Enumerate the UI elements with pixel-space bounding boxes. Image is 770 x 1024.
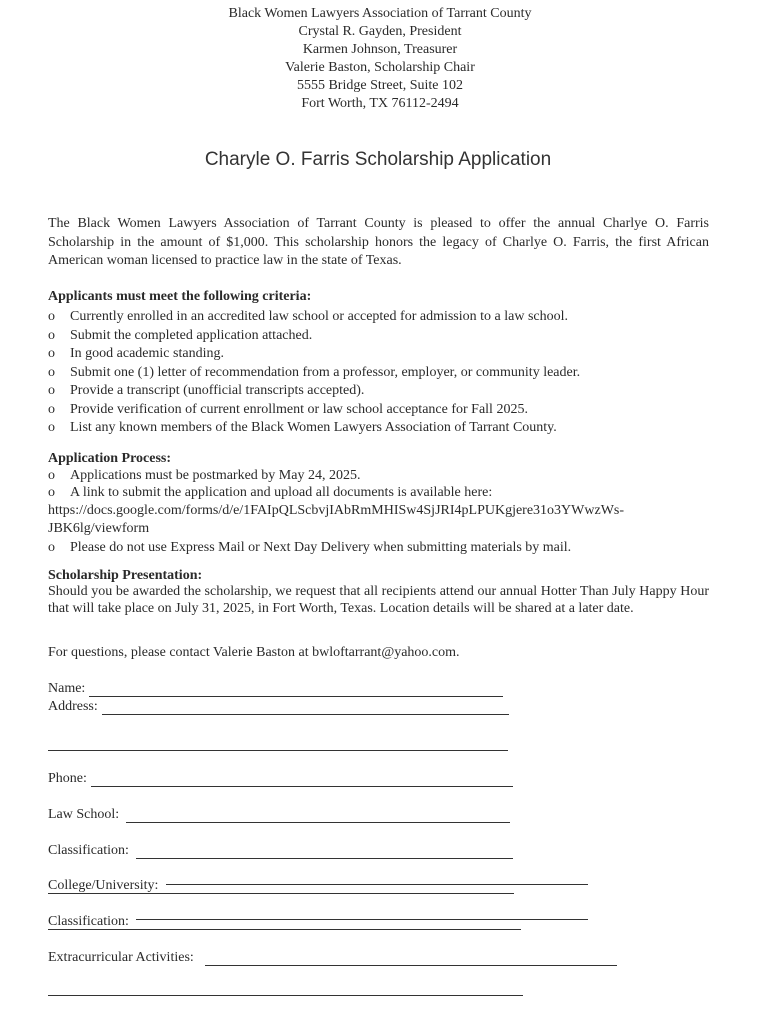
criteria-heading: Applicants must meet the following criteria:: [48, 289, 312, 304]
criteria-text: Provide a transcript (unofficial transcripts accepted).: [70, 383, 365, 398]
list-item: [48, 419, 728, 438]
process-mail-note: Please do not use Express Mail or Next Day Delivery when submitting materials by mail.: [70, 540, 572, 555]
list-item: [48, 401, 728, 420]
bullet: o: [48, 420, 55, 435]
address-field[interactable]: [102, 714, 509, 715]
process-link-intro: A link to submit the application and upload all documents is available here:: [70, 485, 493, 500]
contact-line: For questions, please contact Valerie Baston at bwloftarrant@yahoo.com.: [48, 645, 460, 660]
list-item: [48, 467, 728, 484]
law-school-field[interactable]: [126, 822, 510, 823]
bullet: o: [48, 346, 55, 361]
address-field-line-2[interactable]: [48, 750, 508, 751]
list-item: [48, 345, 728, 364]
name-label: Name:: [48, 681, 86, 696]
extracurricular-field-line-2[interactable]: [48, 995, 523, 996]
presentation-paragraph: Should you be awarded the scholarship, we request that all recipients attend our annual Hotter Than July Happy Hour that will take place on July 31, 2025, in Fort Worth, Texas. Location details will be shared at a later date.: [48, 584, 709, 616]
classification-field[interactable]: [136, 858, 513, 859]
process-deadline: Applications must be postmarked by May 24, 2025.: [70, 468, 361, 483]
application-link[interactable]: https://docs.google.com/forms/d/e/1FAIpQLScbvjIAbRmMHISw4SjJRI4pLPUKgjere31o3YWwzWs-: [48, 503, 625, 518]
president-line: Crystal R. Gayden, President: [298, 24, 462, 39]
page-title: Charyle O. Farris Scholarship Application: [204, 149, 552, 170]
list-item: [48, 539, 728, 556]
law-school-label: Law School:: [48, 807, 120, 822]
extracurricular-field[interactable]: [205, 965, 617, 966]
process-heading: Application Process:: [48, 451, 172, 466]
extracurricular-label: Extracurricular Activities:: [48, 950, 194, 965]
college-field[interactable]: [166, 884, 588, 885]
bullet: o: [48, 540, 55, 555]
criteria-text: Provide verification of current enrollment or law school acceptance for Fall 2025.: [70, 401, 528, 417]
bullet: o: [48, 383, 55, 398]
criteria-text: List any known members of the Black Women Lawyers Association of Tarrant County.: [70, 420, 557, 435]
criteria-text: Currently enrolled in an accredited law school or accepted for admission to a law school.: [70, 309, 568, 324]
process-list: [48, 467, 728, 556]
scholarship-chair-line: Valerie Baston, Scholarship Chair: [285, 60, 475, 75]
list-item: [48, 382, 728, 401]
intro-paragraph: The Black Women Lawyers Association of Tarrant County is pleased to offer the annual Charlye O. Farris Scholarship in the amount of $1,000. This scholarship honors the legacy of Charlye O. Farris, the first African American woman licensed to practice law in the state of Texas.: [48, 216, 709, 268]
name-field[interactable]: [89, 696, 503, 697]
presentation-heading: Scholarship Presentation:: [48, 568, 203, 583]
classification-2-label: Classification:: [48, 914, 129, 929]
application-link-continued[interactable]: JBK6lg/viewform: [48, 521, 150, 536]
address-label: Address:: [48, 699, 98, 714]
org-name: Black Women Lawyers Association of Tarrant County: [228, 6, 532, 21]
classification-2-underline: [48, 929, 521, 930]
list-item: [48, 484, 728, 501]
criteria-text: Submit one (1) letter of recommendation from a professor, employer, or community leader.: [70, 364, 581, 380]
phone-field[interactable]: [91, 786, 513, 787]
list-item: [48, 308, 728, 327]
city-line: Fort Worth, TX 76112-2494: [301, 96, 459, 111]
bullet: o: [48, 485, 55, 500]
bullet: o: [48, 468, 55, 483]
bullet: o: [48, 309, 55, 324]
criteria-text: Submit the completed application attached.: [70, 327, 313, 343]
college-label: College/University:: [48, 878, 159, 893]
list-item: [48, 327, 728, 346]
bullet: o: [48, 364, 55, 380]
list-item: [48, 364, 728, 383]
criteria-text: In good academic standing.: [70, 346, 224, 361]
address-line: 5555 Bridge Street, Suite 102: [296, 78, 464, 93]
classification-2-field[interactable]: [136, 919, 588, 920]
criteria-list: [48, 308, 728, 438]
classification-label: Classification:: [48, 843, 129, 858]
bullet: o: [48, 401, 55, 417]
letterhead: [0, 5, 760, 113]
phone-label: Phone:: [48, 771, 87, 786]
bullet: o: [48, 327, 55, 343]
college-field-underline: [48, 893, 514, 894]
treasurer-line: Karmen Johnson, Treasurer: [302, 42, 458, 57]
